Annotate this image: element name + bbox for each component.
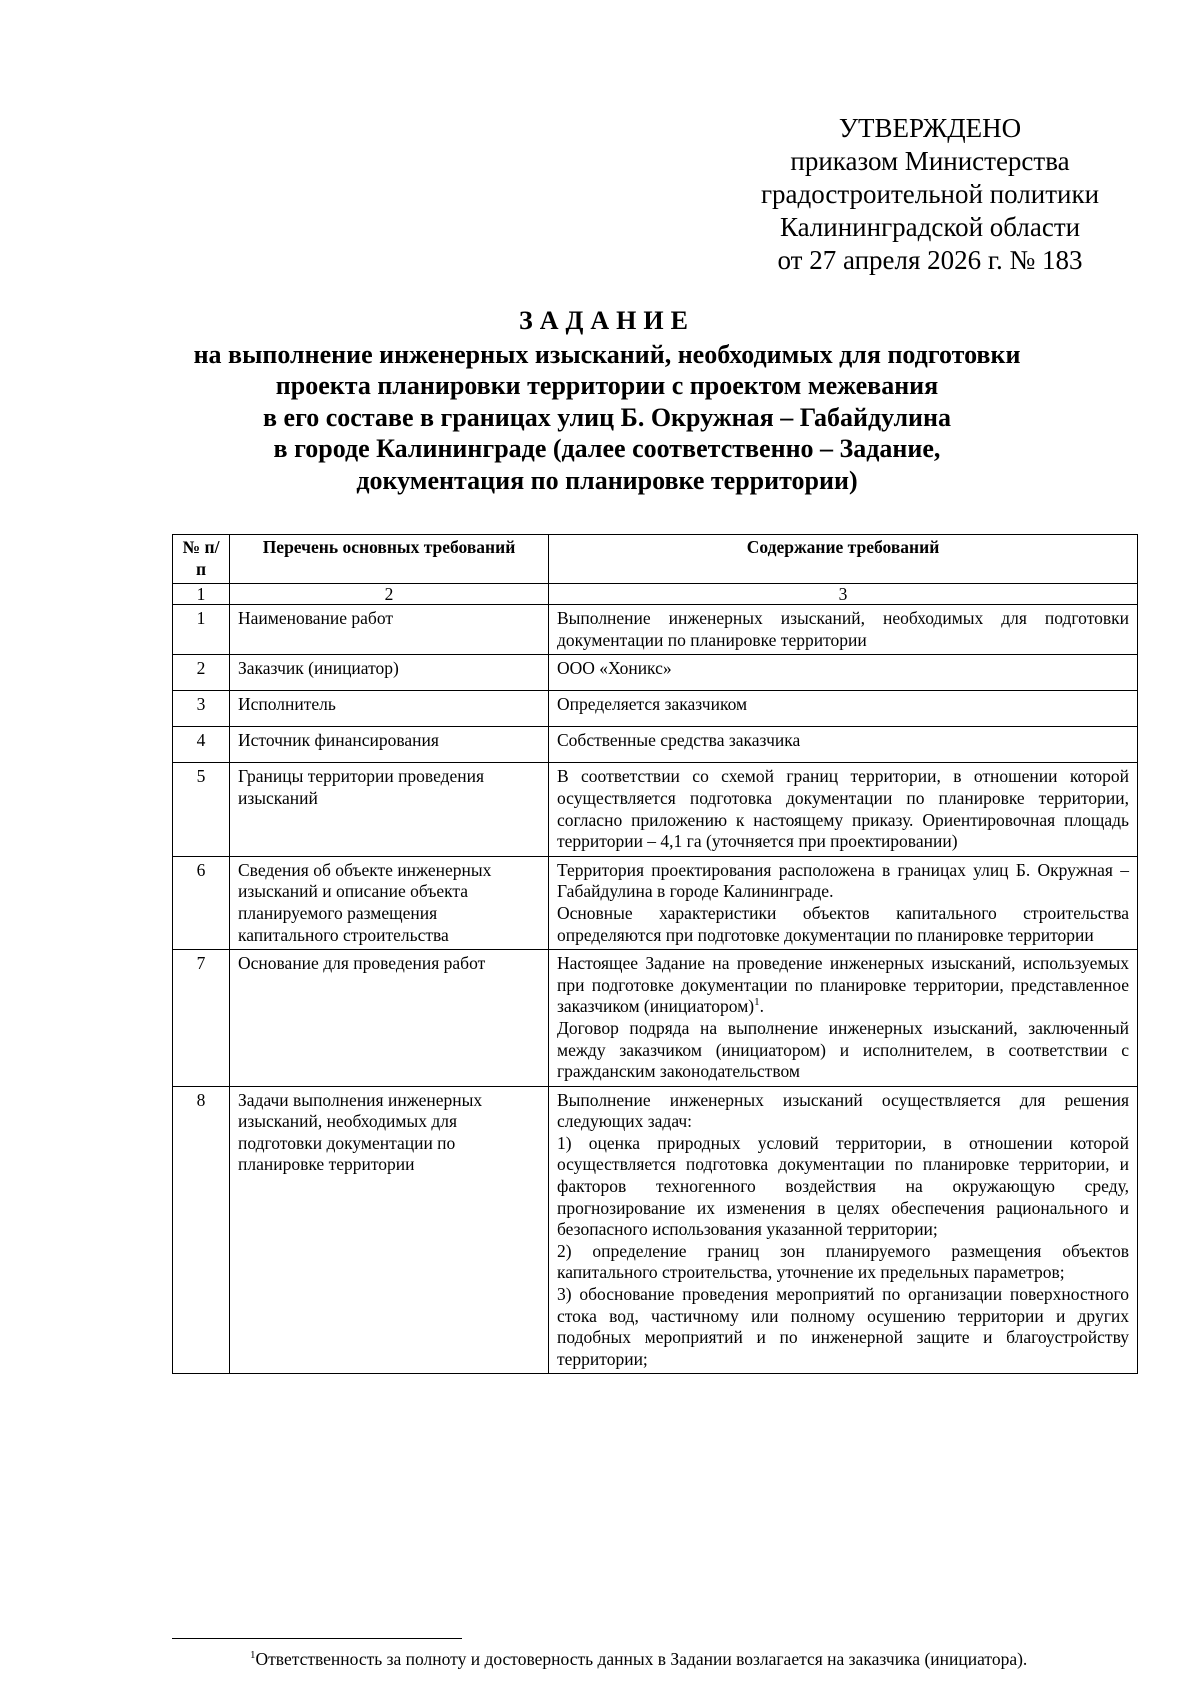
row-number: 5 [173, 763, 230, 856]
row-number: 4 [173, 727, 230, 763]
row-content [549, 763, 1138, 856]
row-content [549, 950, 1138, 1087]
approval-line-2: приказом Министерства [790, 146, 1070, 176]
row-content-paragraph: Определяется заказчиком [557, 694, 748, 715]
table-row [173, 1086, 1138, 1374]
row-content-paragraph: ООО «Хоникс» [557, 658, 672, 679]
document-subtitle-line: в его составе в границах улиц Б. Окружная – Габайдулина [263, 402, 951, 432]
document-heading: ЗАДАНИЕ [519, 306, 695, 335]
row-content-paragraph: В соответствии со схемой границ территории, в отношении которой осуществляется подготовка документации по планировке территории, согласно приложению к настоящему приказу. Ориентировочная площадь территории – 4,1 га (уточняется при проектировании) [557, 766, 1129, 852]
approval-stamp [730, 112, 1130, 277]
row-requirement: Задачи выполнения инженерных изысканий, необходимых для подготовки документации по планировке территории [230, 1086, 549, 1374]
row-requirement: Основание для проведения работ [230, 950, 549, 1087]
row-number: 8 [173, 1086, 230, 1374]
row-number: 7 [173, 950, 230, 1087]
footnote-marker: 1 [250, 1649, 256, 1662]
row-content-paragraph: Территория проектирования расположена в границах улиц Б. Окружная – Габайдулина в городе Калининграде. [557, 859, 1129, 902]
row-content-paragraph: 2) определение границ зон планируемого размещения объектов капитального строительства, уточнение их предельных параметров; [557, 1240, 1129, 1283]
row-content-paragraph: Выполнение инженерных изысканий, необходимых для подготовки документации по планировке территории [557, 608, 1129, 650]
requirements-table [172, 534, 1138, 1374]
column-number: 2 [230, 584, 549, 605]
row-content [549, 605, 1138, 655]
approval-line-1: УТВЕРЖДЕНО [838, 113, 1022, 143]
approval-line-4: Калининградской области [779, 212, 1081, 242]
row-requirement: Заказчик (инициатор) [230, 655, 549, 691]
row-requirement: Исполнитель [230, 691, 549, 727]
row-number: 3 [173, 691, 230, 727]
header-content: Содержание требований [549, 535, 1138, 584]
table-row [173, 950, 1138, 1087]
row-content-paragraph: Основные характеристики объектов капитального строительства определяются при подготовке документации по планировке территории [557, 902, 1129, 945]
table-row [173, 691, 1138, 727]
row-requirement: Границы территории проведения изысканий [230, 763, 549, 856]
approval-line-3: градостроительной политики [760, 179, 1100, 209]
document-subtitle-line: на выполнение инженерных изысканий, необходимых для подготовки [193, 339, 1021, 369]
footnote-text: Ответственность за полноту и достоверность данных в Задании возлагается на заказчика (инициатора). [255, 1649, 1028, 1669]
row-content-text: . [759, 996, 764, 1017]
header-requirement: Перечень основных требований [230, 535, 549, 584]
column-number: 1 [173, 584, 230, 605]
footnote-separator [172, 1638, 462, 1639]
column-number-row [173, 584, 1138, 605]
row-content [549, 856, 1138, 949]
document-subtitle-line: в городе Калининграде (далее соответственно – Задание, [273, 434, 941, 463]
table-row [173, 856, 1138, 949]
row-content-paragraph: Собственные средства заказчика [557, 730, 801, 751]
table-row [173, 605, 1138, 655]
document-title [160, 305, 1054, 496]
row-content [549, 655, 1138, 691]
row-content-paragraph [557, 953, 1129, 1018]
approval-line-5: от 27 апреля 2026 г. № 183 [777, 245, 1083, 275]
row-content [549, 691, 1138, 727]
table-row [173, 727, 1138, 763]
table-row [173, 763, 1138, 856]
footnote [250, 1648, 1150, 1670]
row-number: 6 [173, 856, 230, 949]
row-content-paragraph: 3) обоснование проведения мероприятий по организации поверхностного стока вод, частичному или полному осушению территории и других подобных мероприятий и по инженерной защите и благоустройству территории; [557, 1284, 1129, 1369]
row-content-paragraph: 1) оценка природных условий территории, в отношении которой осуществляется подготовка документации по планировке территории, и факторов техногенного воздействия на окружающую среду, прогнозирование их изменения в целях обеспечения рационального и безопасного использования указанной территории; [557, 1132, 1129, 1240]
document-subtitle-line: проекта планировки территории с проектом межевания [275, 371, 939, 400]
row-number: 1 [173, 605, 230, 655]
table-row [173, 655, 1138, 691]
footnote-reference: 1 [754, 996, 760, 1009]
row-requirement: Наименование работ [230, 605, 549, 655]
row-requirement: Сведения об объекте инженерных изысканий и описание объекта планируемого размещения капитального строительства [230, 856, 549, 949]
row-content [549, 727, 1138, 763]
column-number: 3 [549, 584, 1138, 605]
row-number: 2 [173, 655, 230, 691]
row-content-paragraph: Выполнение инженерных изысканий осуществляется для решения следующих задач: [557, 1089, 1129, 1132]
header-num: № п/п [173, 535, 230, 584]
row-requirement: Источник финансирования [230, 727, 549, 763]
table-header-row [173, 535, 1138, 584]
document-subtitle-line: документация по планировке территории) [356, 465, 858, 495]
row-content-text: Настоящее Задание на проведение инженерных изысканий, используемых при подготовке документации по планировке территории, представленное заказчиком (инициатором) [557, 953, 1129, 1017]
row-content-paragraph: Договор подряда на выполнение инженерных изысканий, заключенный между заказчиком (инициатором) и исполнителем, в соответствии с гражданским законодательством [557, 1017, 1129, 1082]
row-content [549, 1086, 1138, 1374]
